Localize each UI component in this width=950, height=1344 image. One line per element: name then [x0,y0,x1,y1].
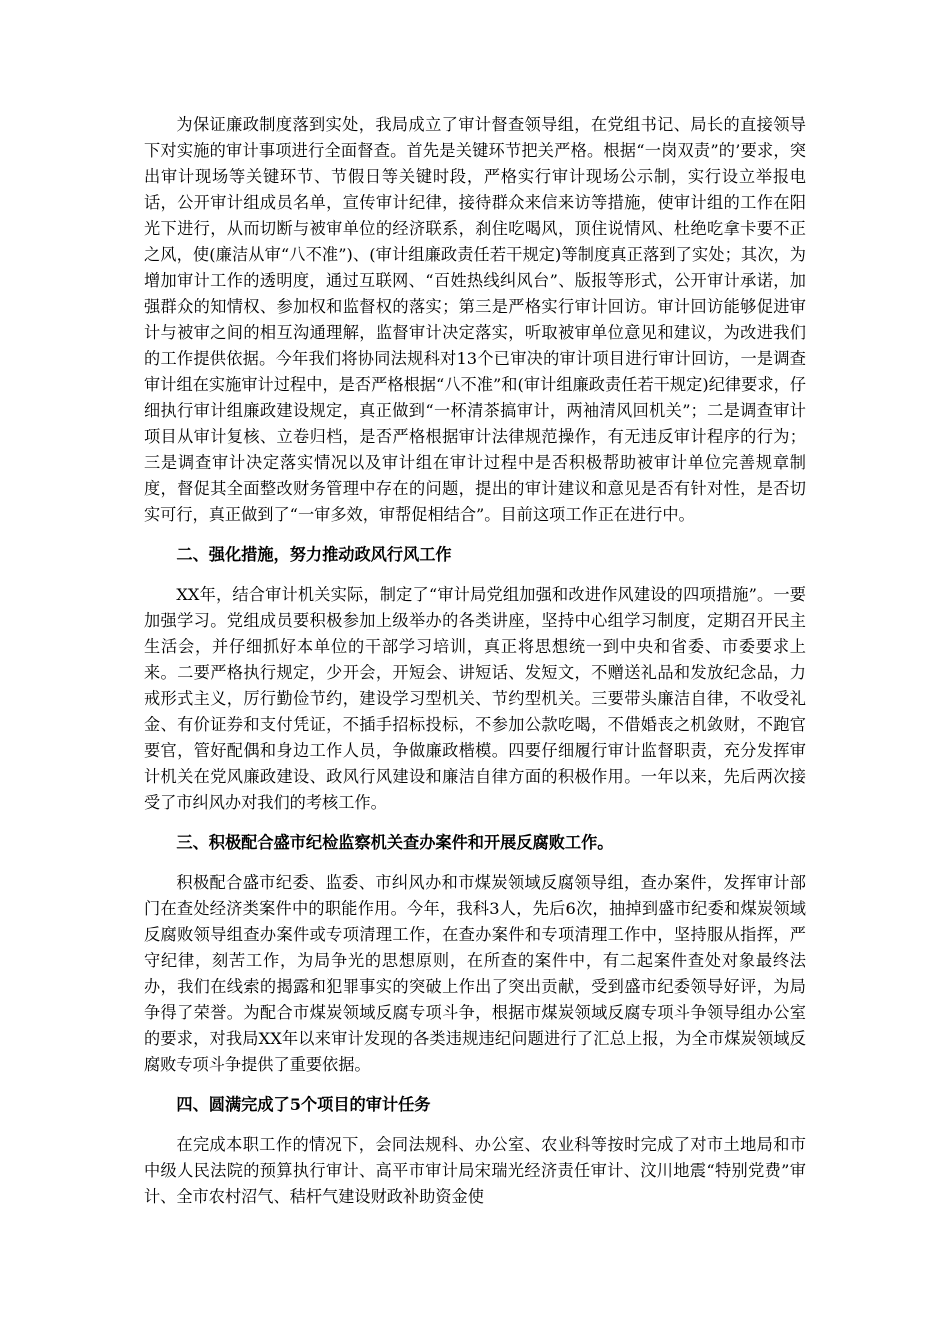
heading-section-4: 四、圆满完成了5个项目的审计任务 [176,1095,431,1114]
paragraph-anti-corruption: 积极配合盛市纪委、监委、市纠风办和市煤炭领域反腐领导组，查办案件，发挥审计部门在查处经济类案件中的职能作用。今年，我科3人，先后6次，抽掉到盛市纪委和煤炭领域反腐败领导组查办案件或专项清理工作，在查办案件和专项清理工作中，坚持服从指挥，严守纪律，刻苦工作，为局争光的思想原则，在所查的案件中，有二起案件查处对象最终法办，我们在线索的揭露和犯罪事实的突破上作出了突出贡献，受到盛市纪委领导好评，为局争得了荣誉。为配合市煤炭领域反腐专项斗争，根据市煤炭领域反腐专项斗争领导组办公室的要求，对我局XX年以来审计发现的各类违规违纪问题进行了汇总上报，为全市煤炭领域反腐败专项斗争提供了重要依据。 [144,873,806,1074]
paragraph-work-style: XX年，结合审计机关实际，制定了“审计局党组加强和改进作风建设的四项措施”。一要加强学习。党组成员要积极参加上级举办的各类讲座，坚持中心组学习制度，定期召开民主生活会，并仔细抓好本单位的干部学习培训，真正将思想统一到中央和省委、市委要求上来。二要严格执行规定，少开会，开短会、讲短话、发短文，不赠送礼品和发放纪念品，力戒形式主义，厉行勤俭节约，建设学习型机关、节约型机关。三要带头廉洁自律，不收受礼金、有价证券和支付凭证，不插手招标投标，不参加公款吃喝，不借婚丧之机敛财，不跑官要官，管好配偶和身边工作人员，争做廉政楷模。四要仔细履行审计监督职责，充分发挥审计机关在党风廉政建设、政风行风建设和廉洁自律方面的积极作用。一年以来，先后两次接受了市纠风办对我们的考核工作。 [144,585,806,812]
document-page [144,112,806,1210]
heading-section-2: 二、强化措施，努力推动政风行风工作 [176,545,452,564]
paragraph-audit-tasks: 在完成本职工作的情况下，会同法规科、办公室、农业科等按时完成了对市土地局和市中级人民法院的预算执行审计、高平市审计局宋瑞光经济责任审计、汶川地震“特别党费”审计、全市农村沼气、秸杆气建设财政补助资金使 [144,1135,806,1206]
heading-section-3: 三、积极配合盛市纪检监察机关查办案件和开展反腐败工作。 [176,833,614,852]
paragraph-audit-supervision: 为保证廉政制度落到实处，我局成立了审计督查领导组，在党组书记、局长的直接领导下对实施的审计事项进行全面督查。首先是关键环节把关严格。根据“一岗双责”的’要求，突出审计现场等关键环节、节假日等关键时段，严格实行审计现场公示制，实行设立举报电话，公开审计组成员名单，宣传审计纪律，接待群众来信来访等措施，使审计组的工作在阳光下进行，从而切断与被审单位的经济联系，刹住吃喝风，顶住说情风、杜绝吃拿卡要不正之风，使(廉洁从审“八不准”)、(审计组廉政责任若干规定)等制度真正落到了实处；其次，为增加审计工作的透明度，通过互联网、“百姓热线纠风台”、版报等形式，公开审计承诺，加强群众的知情权、参加权和监督权的落实；第三是严格实行审计回访。审计回访能够促进审计与被审之间的相互沟通理解，监督审计决定落实，听取被审单位意见和建议，为改进我们的工作提供依据。今年我们将协同法规科对13个已审决的审计项目进行审计回访，一是调查审计组在实施审计过程中，是否严格根据“八不准”和(审计组廉政责任若干规定)纪律要求，仔细执行审计组廉政建设规定，真正做到“一杯清茶搞审计，两袖清风回机关”；二是调查审计项目从审计复核、立卷归档，是否严格根据审计法律规范操作，有无违反审计程序的行为；三是调查审计决定落实情况以及审计组在审计过程中是否积极帮助被审计单位完善规章制度，督促其全面整改财务管理中存在的问题，提出的审计建议和意见是否有针对性，是否切实可行，真正做到了“一审多效，审帮促相结合”。目前这项工作正在进行中。 [144,115,806,524]
